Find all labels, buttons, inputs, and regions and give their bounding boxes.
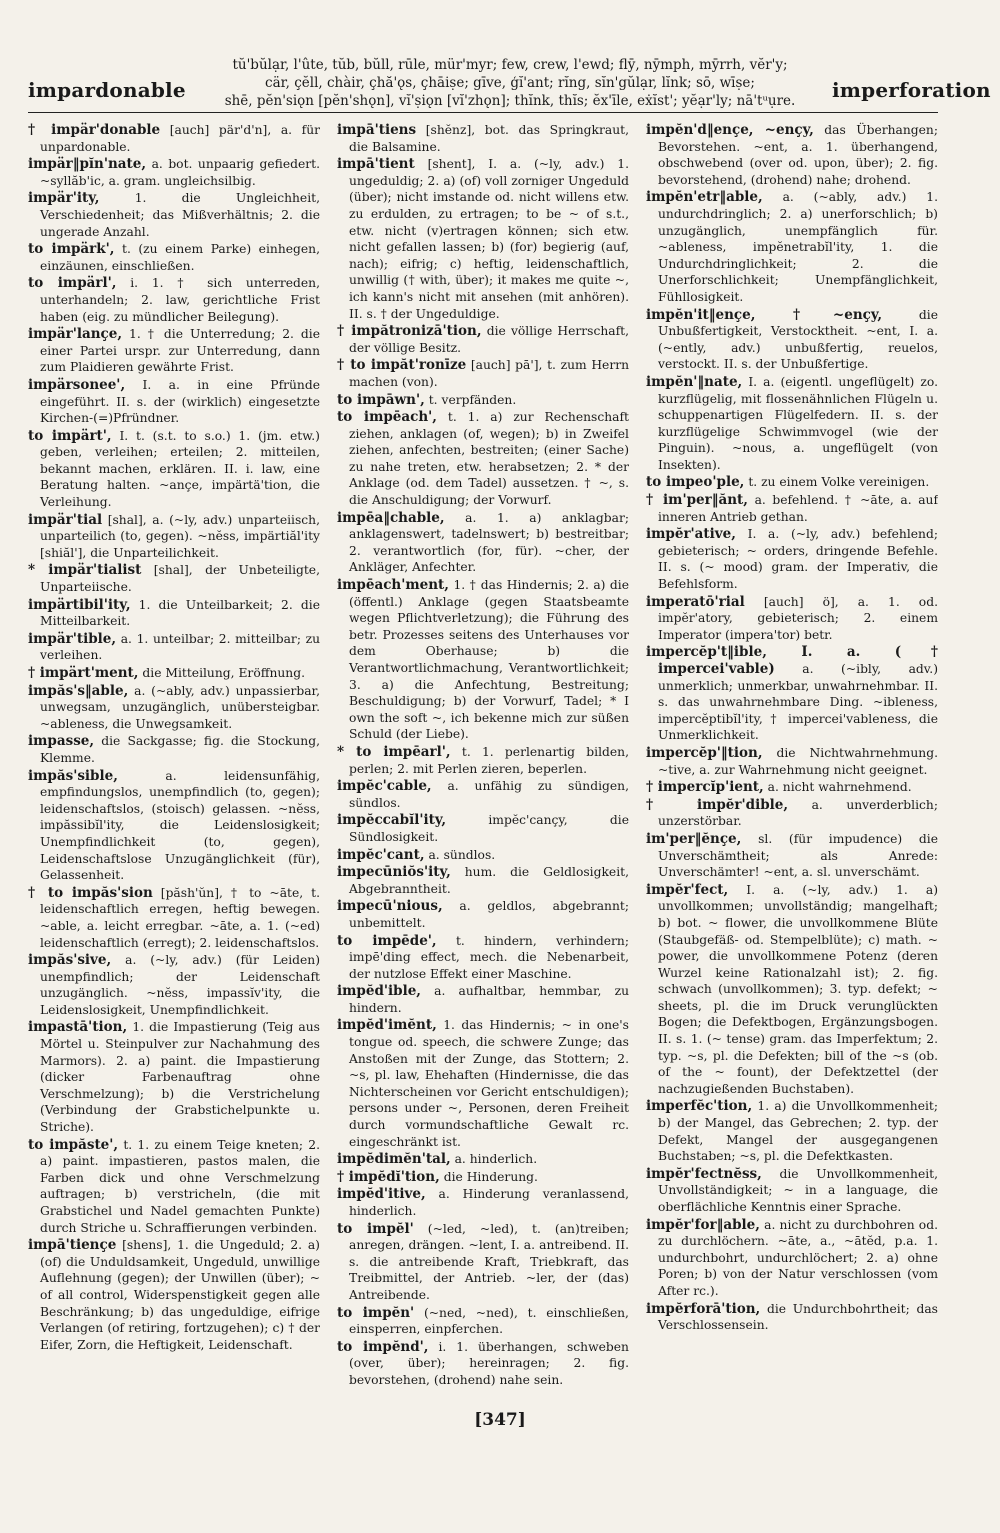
entry-definition: a. (~ly, adv.) (für Leiden) unempfindlich; der Leidenschaft unzugänglich. ~nĕss, impassĭv'ity, die Leidenslosigkeit, Unempfindlichkeit. bbox=[40, 953, 320, 1017]
entry-headword: impā'tiençe bbox=[28, 1237, 117, 1254]
entry-definition: t. 1. perlenartig bilden, perlen; 2. mit Perlen zieren, beperlen. bbox=[349, 744, 629, 776]
entry-definition: a. (~ably, adv.) 1. undurchdringlich; 2. a) unerforschlich; b) unzugänglich, unempfänglich für. ~ableness, impĕnetrabĭl'ity, 1. die Undurchdringlichkeit; 2. die Unerforschlichkeit; Unempfänglichkeit, Fühllosigkeit. bbox=[658, 190, 938, 304]
entry-definition: die Undurchbohrtheit; das Verschlossensein. bbox=[658, 1301, 938, 1333]
pronunciation-key bbox=[180, 56, 840, 110]
entry-headword: impĕn'd‖ençe, ~ençy, bbox=[646, 122, 814, 138]
entry-definition: I. a. in eine Pfründe eingeführt. II. s. der (wirklich) eingesetzte Kirchen-(=)Pfründner. bbox=[40, 377, 320, 426]
entry-definition: t. verpfänden. bbox=[428, 392, 517, 407]
dictionary-entry bbox=[646, 831, 938, 881]
entry-headword: to impēde', bbox=[337, 932, 437, 949]
entry-definition: a. hinderlich. bbox=[454, 1152, 538, 1167]
entry-definition: t. (zu einem Parke) einhegen, einzäunen, einschließen. bbox=[40, 242, 320, 273]
dictionary-entry bbox=[337, 1221, 629, 1304]
entry-definition: [shent], I. a. (~ly, adv.) 1. ungeduldig; 2. a) (of) voll zorniger Ungeduld (über); nicht imstande od. nicht willens etw. zu erdulden, zu ertragen; to be ~ of s.t., etw. nicht (v)ertragen können; sich etw. nicht gefallen lassen; b) (for) begierig (auf, nach); eifrig; c) heftig, leidenschaftlich, unwillig († with, über); it makes me quite ~, ich kann's nicht mit ansehen (mit anhören). II. s. † der Ungeduldige. bbox=[349, 157, 629, 321]
entry-headword: impär'ity, bbox=[28, 190, 100, 207]
entry-definition: a. unverderblich; unzerstörbar. bbox=[658, 797, 938, 829]
dictionary-entry bbox=[646, 1166, 938, 1216]
dictionary-entry bbox=[337, 510, 629, 576]
entry-definition: [auch] pär'd'n], a. für unpardonable. bbox=[40, 123, 320, 154]
entry-headword: to impēach', bbox=[337, 409, 437, 426]
dictionary-entry bbox=[646, 374, 938, 474]
entry-headword: * impär'tialist bbox=[28, 562, 142, 579]
entry-definition: a. geldlos, abgebrannt; unbemittelt. bbox=[349, 899, 629, 930]
entry-headword: imperfĕc'tion, bbox=[646, 1098, 753, 1115]
entry-headword: impā'tient bbox=[337, 156, 415, 173]
dictionary-entry bbox=[337, 156, 629, 322]
dictionary-entry bbox=[28, 597, 320, 630]
entry-definition: 1. † die Unterredung; 2. die einer Partei urspr. zur Unterredung, dann zum Plaidieren gewährte Frist. bbox=[40, 327, 320, 375]
entry-headword: * to impēarl', bbox=[337, 743, 451, 760]
dictionary-entry bbox=[28, 190, 320, 240]
dictionary-entry bbox=[337, 1186, 629, 1219]
dictionary-entry bbox=[646, 307, 938, 373]
dictionary-entry bbox=[646, 1098, 938, 1164]
guide-word-left: impardonable bbox=[28, 78, 186, 102]
entry-headword: impĕd'imĕnt, bbox=[337, 1017, 437, 1034]
entry-headword: impär'tible, bbox=[28, 630, 117, 647]
entry-headword: † impĕr'dible, bbox=[646, 796, 789, 813]
dictionary-entry bbox=[646, 1301, 938, 1334]
entry-headword: impärtibil'ity, bbox=[28, 596, 131, 613]
entry-headword: im'per‖ĕnçe, bbox=[646, 830, 742, 847]
entry-definition: i. 1. überhangen, schweben (over, über); hereinragen; 2. fig. bevorstehen, (drohend) nahe sein. bbox=[349, 1339, 629, 1387]
dictionary-entry bbox=[28, 156, 320, 189]
entry-headword: impĕd'itive, bbox=[337, 1186, 426, 1203]
dictionary-entry bbox=[646, 644, 938, 744]
dictionary-entry bbox=[337, 864, 629, 897]
entry-definition: [shal], der Unbeteiligte, Unparteiische. bbox=[40, 563, 320, 595]
entry-headword: imperatō'rial bbox=[646, 593, 745, 610]
dictionary-entry bbox=[28, 631, 320, 664]
dictionary-entry bbox=[337, 778, 629, 811]
entry-headword: impär'lançe, bbox=[28, 326, 123, 343]
dictionary-entry bbox=[337, 577, 629, 743]
entry-headword: impēa‖chable, bbox=[337, 509, 445, 526]
entry-headword: impĕdimĕn'tal, bbox=[337, 1151, 451, 1168]
entry-headword: to impeo'ple, bbox=[646, 474, 745, 491]
entry-definition: i. 1. † sich unterreden, unterhandeln; 2. law, gerichtliche Frist haben (eig. zu mündlicher Beilegung). bbox=[40, 276, 320, 324]
dictionary-entry bbox=[337, 1151, 629, 1168]
entry-headword: † impärt'ment, bbox=[28, 665, 139, 681]
dictionary-entry bbox=[337, 812, 629, 845]
entry-definition: I. t. (s.t. to s.o.) 1. (jm. etw.) geben, verleihen; erteilen; 2. mitteilen, bekannt machen, erklären. II. i. law, eine Beratung halten. ~ançe, impärtä'tion, die Verleihung. bbox=[40, 428, 320, 510]
entry-headword: to impärk', bbox=[28, 241, 115, 258]
dictionary-entry bbox=[28, 241, 320, 274]
dictionary-entry bbox=[646, 594, 938, 644]
entry-definition: 1. die Unteilbarkeit; 2. die Mitteilbarkeit. bbox=[40, 597, 320, 629]
dictionary-entry bbox=[337, 847, 629, 864]
entry-definition: (~led, ~led), t. (an)treiben; anregen, drängen. ~lent, I. a. antreibend. II. s. die antreibende Kraft, Triebkraft, das Treibmittel, der Antrieb. ~ler, der (das) Antreibende. bbox=[349, 1221, 629, 1302]
entry-headword: impär'tial bbox=[28, 511, 103, 528]
entry-definition: das Überhangen; Bevorstehen. ~ent, a. 1. überhangend, obschwebend (over od. upon, über); 2. fig. bevorstehend, (drohend) nahe; drohend. bbox=[658, 123, 938, 187]
entry-headword: impĕn'‖nate, bbox=[646, 373, 743, 390]
entry-headword: impecūniŏs'ity, bbox=[337, 864, 451, 881]
dictionary-entry bbox=[28, 122, 320, 155]
entry-definition: 1. die Ungleichheit, Verschiedenheit; das Mißverhältnis; 2. die ungerade Anzahl. bbox=[40, 191, 320, 239]
dictionary-entry bbox=[337, 933, 629, 983]
entry-headword: to impĕn' bbox=[337, 1304, 415, 1321]
entry-headword: to impärl', bbox=[28, 275, 117, 292]
entry-headword: † to impăs'sion bbox=[28, 884, 153, 901]
entry-headword: impăs's‖able, bbox=[28, 682, 129, 699]
entry-definition: a. (~ably, adv.) unpassierbar, unwegsam, unzugänglich, unübersteigbar. ~ableness, die Unwegsamkeit. bbox=[40, 683, 320, 731]
entry-definition: die Nichtwahrnehmung. ~tive, a. zur Wahrnehmung nicht geeignet. bbox=[658, 745, 938, 777]
entry-definition: a. 1. unteilbar; 2. mitteilbar; zu verleihen. bbox=[40, 631, 320, 663]
entry-headword: impĕc'cant, bbox=[337, 846, 425, 863]
entry-headword: impercĕp'‖tion, bbox=[646, 744, 763, 761]
dictionary-entry bbox=[28, 885, 320, 951]
dictionary-entry bbox=[337, 1339, 629, 1389]
entry-headword: to impĕl' bbox=[337, 1220, 414, 1237]
dictionary-entry bbox=[337, 122, 629, 155]
entry-definition: die Hinderung. bbox=[443, 1169, 538, 1184]
header-rule bbox=[28, 112, 938, 113]
entry-headword: impĕr'fect, bbox=[646, 881, 729, 898]
entry-definition: (~ned, ~ned), t. einschließen, einsperren, einpferchen. bbox=[349, 1305, 629, 1337]
pronunciation-key-line: shē, pĕn'siǫn [pĕn'shǫn], vĭ'ṣiǫn [vĭ'zhǫn]; thĭnk, thĭs; ĕx'īle, eẋĭst'; yĕạr'ly; nā'tᵘụre. bbox=[224, 93, 796, 109]
entry-definition: 1. a) die Unvollkommenheit; b) der Mangel, das Gebrechen; 2. typ. der Defekt, Mangel der ausgegangenen Buchstaben; ~s, pl. die Defektkasten. bbox=[658, 1099, 938, 1164]
pronunciation-key-line: tŭ'bŭlạr, l'ûte, tŭb, bŭll, rūle, mür'myr; few, crew, l'ewd; flȳ, nȳmph, mȳrrh, vĕr'y; bbox=[232, 57, 788, 73]
entry-definition: I. a. (~ly, adv.) befehlend; gebieterisch; ~ orders, dringende Befehle. II. s. (~ mood) gram. der Imperativ, die Befehlsform. bbox=[658, 527, 938, 592]
entry-headword: impĕn'it‖ençe, †~ençy, bbox=[646, 306, 883, 323]
entry-definition: I. a. (eigentl. ungeflügelt) zo. kurzflügelig, mit flossenähnlichen Flügeln u. schuppenartigen Flügelfedern. II. s. der kurzflügelige Schwimmvogel (wie der Pinguin). ~nous, a. ungeflügelt (von Insekten). bbox=[658, 374, 938, 472]
dictionary-entry bbox=[337, 1169, 629, 1186]
dictionary-entry bbox=[337, 357, 629, 390]
entry-headword: impĕc'cable, bbox=[337, 778, 432, 795]
dictionary-entry bbox=[28, 1237, 320, 1353]
dictionary-entry bbox=[337, 983, 629, 1016]
dictionary-entry bbox=[28, 1019, 320, 1135]
dictionary-entry bbox=[646, 882, 938, 1098]
entry-definition: a. befehlend. † ~āte, a. auf inneren Antrieb gethan. bbox=[658, 493, 938, 524]
entry-definition: a. Hinderung veranlassend, hinderlich. bbox=[349, 1187, 629, 1218]
dictionary-entry bbox=[28, 512, 320, 562]
dictionary-entry bbox=[28, 952, 320, 1018]
entry-definition: 1. das Hindernis; ~ in one's tongue od. speech, die schwere Zunge; das Anstoßen mit der Zunge, das Stottern; 2. ~s, pl. law, Ehehaften (Hindernisse, die das Nichterscheinen vor Gericht entschuldigen); persons under ~, Personen, deren Freiheit durch vormundschaftliche Gewalt rc. eingeschränkt ist. bbox=[349, 1018, 629, 1149]
entry-definition: [shens], 1. die Ungeduld; 2. a) (of) die Unduldsamkeit, Ungeduld, unwillige Auflehnung (gegen); der Unwillen (über); ~ of all control, Widerspenstigkeit gegen alle Beschränkung; b) das ungeduldige, eifrige Verlangen (of retiring, fortzugehen); c) † der Eifer, Zorn, die Heftigkeit, Leidenschaft. bbox=[40, 1238, 320, 1352]
dictionary-entry bbox=[646, 474, 938, 491]
entry-headword: impĕd'ible, bbox=[337, 983, 421, 1000]
entry-headword: impĕr'fectnĕss, bbox=[646, 1165, 762, 1182]
dictionary-entry bbox=[28, 326, 320, 376]
entry-headword: impecū'nious, bbox=[337, 898, 443, 915]
dictionary-entry bbox=[337, 409, 629, 509]
entry-headword: † impär'donable bbox=[28, 122, 161, 138]
entry-definition: impĕc'cançy, die Sündlosigkeit. bbox=[349, 813, 629, 844]
entry-headword: to impăste', bbox=[28, 1136, 119, 1153]
page-number: [347] bbox=[474, 1410, 526, 1430]
entry-headword: impā'tiens bbox=[337, 122, 417, 138]
entry-headword: impĕn'etr‖able, bbox=[646, 189, 763, 206]
entry-definition: t. zu einem Volke vereinigen. bbox=[748, 475, 930, 490]
dictionary-entry bbox=[646, 492, 938, 525]
entry-headword: to impāwn', bbox=[337, 391, 425, 408]
entry-headword: † im'per‖ănt, bbox=[646, 492, 748, 509]
dictionary-entry bbox=[337, 1017, 629, 1150]
entry-headword: to impärt', bbox=[28, 427, 112, 444]
dictionary-entry bbox=[646, 526, 938, 592]
entry-definition: [shal], a. (~ly, adv.) unparteiisch, unparteilich (to, gegen). ~nĕss, impärtiăl'ity [shiăl'], die Unparteilichkeit. bbox=[40, 512, 320, 560]
entry-headword: † impercĭp'ient, bbox=[646, 779, 764, 796]
entry-headword: impärsonee', bbox=[28, 376, 126, 393]
entry-definition: die Unvollkommenheit, Unvollständigkeit; ~ in a language, die oberflächliche Kenntnis einer Sprache. bbox=[658, 1166, 938, 1214]
guide-word-right: imperforation bbox=[832, 78, 991, 102]
entry-definition: 1. die Impastierung (Teig aus Mörtel u. Steinpulver zur Nachahmung des Marmors). 2. a) paint. die Impastierung (dicker Farbenauftrag ohne Verschmelzung); b) die Verstrichelung (Verbindung der Grabstichelpunkte u. Striche). bbox=[40, 1020, 320, 1135]
dictionary-entry bbox=[28, 275, 320, 325]
entry-headword: impĕccabĭl'ity, bbox=[337, 812, 447, 829]
dictionary-entry bbox=[337, 392, 629, 409]
entry-definition: a. sündlos. bbox=[428, 847, 496, 862]
dictionary-entry bbox=[28, 377, 320, 427]
entry-definition: die Mitteilung, Eröffnung. bbox=[142, 666, 305, 680]
dictionary-entry bbox=[646, 745, 938, 778]
entry-definition: t. hindern, verhindern; impē'ding effect, mech. die Nebenarbeit, der nutzlose Effekt einer Maschine. bbox=[349, 933, 629, 981]
dictionary-entry bbox=[28, 428, 320, 511]
dictionary-entry bbox=[337, 898, 629, 931]
entry-definition: a. nicht wahrnehmend. bbox=[767, 780, 912, 795]
column-1 bbox=[28, 122, 320, 1512]
dictionary-entry bbox=[28, 733, 320, 766]
entry-definition: die völlige Herrschaft, der völlige Besitz. bbox=[349, 324, 629, 355]
entry-definition: a. nicht zu durchbohren od. zu durchlöchern. ~āte, a., ~ātĕd, p.a. 1. undurchbohrt, undurchlöchert; 2. a) ohne Poren; b) von der Natur verschlossen (vom After rc.). bbox=[658, 1217, 938, 1298]
entry-definition: [shĕnz], bot. das Springkraut, die Balsamine. bbox=[349, 123, 629, 154]
entry-headword: impercĕp't‖ible, I. a. († impercei'vable) bbox=[646, 644, 938, 677]
entry-headword: † impĕdĭ'tion, bbox=[337, 1168, 440, 1185]
dictionary-entry bbox=[646, 779, 938, 796]
entry-definition: t. 1. a) zur Rechenschaft ziehen, anklagen (of, wegen); b) in Zweifel ziehen, anfechten, bestreiten; (einer Sache) zu nahe treten, etw. herabsetzen; 2. * der Anklage (od. dem Tadel) aussetzen. † ~, s. die Anschuldigung; der Vorwurf. bbox=[349, 410, 629, 508]
dictionary-entry bbox=[646, 797, 938, 830]
entry-definition: [păsh'ŭn], † to ~āte, t. leidenschaftlich erregen, heftig bewegen. ~able, a. leicht erregbar. ~āte, a. 1. (~ed) leidenschaftlich (erregt); 2. leidenschaftslos. bbox=[40, 885, 320, 950]
dictionary-entry bbox=[337, 323, 629, 356]
entry-headword: impĕrforā'tion, bbox=[646, 1300, 761, 1317]
dictionary-entry bbox=[28, 768, 320, 884]
entry-definition: sl. (für impudence) die Unverschämtheit; als Anrede: Unverschämter! ~ent, a. sl. unverschämt. bbox=[658, 831, 938, 880]
entry-headword: to impĕnd', bbox=[337, 1338, 429, 1355]
column-2 bbox=[337, 122, 629, 1512]
entry-definition: [auch] pā'], t. zum Herrn machen (von). bbox=[349, 358, 629, 389]
entry-headword: impăs'sible, bbox=[28, 767, 118, 784]
dictionary-entry bbox=[28, 1137, 320, 1237]
entry-definition: I. a. (~ly, adv.) 1. a) unvollkommen; unvollständig; mangelhaft; b) bot. ~ flower, die unvollkommene Blüte (Staubgefäß- od. Stempelblüte); c) math. ~ power, die unvollkommene Potenz (deren Wurzel keine Rationalzahl ist); 2. fig. schwach (unvollkommen); 3. typ. defekt; ~ sheets, pl. die im Druck verunglückten Bogen; die Defektbogen, Ergänzungsbogen. II. s. 1. (~ tense) gram. das Imperfektum; 2. typ. ~s, pl. die Defekten; bill of the ~s (ob. of the ~ fount), der Defektzettel (der nachzugießenden Buchstaben). bbox=[658, 882, 938, 1096]
dictionary-entry bbox=[337, 744, 629, 777]
entry-definition: die Sackgasse; fig. die Stockung, Klemme. bbox=[40, 734, 320, 765]
entry-definition: a. aufhaltbar, hemmbar, zu hindern. bbox=[349, 984, 629, 1015]
dictionary-entry bbox=[646, 189, 938, 305]
entry-definition: 1. † das Hindernis; 2. a) die (öffentl.) Anklage (gegen Staatsbeamte wegen Pflichtverletzung); die Führung des betr. Prozesses seitens des Unterhauses vor dem Oberhause; b) die Verantwortlichmachung, Verantwortlichkeit; 3. a) die Anfechtung, Bestreitung; Beschuldigung; b) der Vorwurf, Tadel; * I own the soft ~, ich bekenne mich zur süßen Schuld (der Liebe). bbox=[349, 578, 629, 742]
entry-definition: [auch] ö], a. 1. od. impĕr'atory, gebieterisch; 2. einem Imperator (impera'tor) betr. bbox=[658, 594, 938, 642]
entry-headword: impĕr'ative, bbox=[646, 526, 736, 543]
dictionary-entry bbox=[337, 1305, 629, 1338]
entry-definition: hum. die Geldlosigkeit, Abgebranntheit. bbox=[349, 865, 629, 896]
entry-headword: impasse, bbox=[28, 733, 95, 750]
dictionary-entry bbox=[646, 122, 938, 188]
entry-headword: impēach'ment, bbox=[337, 577, 449, 594]
entry-definition: a. (~ibly, adv.) unmerklich; unmerkbar, unwahrnehmbar. II. s. das unwahrnehmbare Ding. ~ibleness, impercĕptibĭl'ity, † impercei'vableness, die Unmerklichkeit. bbox=[658, 662, 938, 743]
entry-definition: die Unbußfertigkeit, Verstocktheit. ~ent, I. a. (~ently, adv.) unbußfertig, reuelos, verstockt. II. s. der Unbußfertige. bbox=[658, 307, 938, 372]
pronunciation-key-line: cär, çĕll, chàir, çhă'ǫs, çhāiṣe; gīve, ģĭ'ant; rĭng, sĭn'gŭlạr, lĭnk; sō, wīṣe; bbox=[265, 75, 755, 91]
dictionary-entry bbox=[28, 683, 320, 733]
entry-definition: a. leidensunfähig, empfindungslos, unempfindlich (to, gegen); leidenschaftslos, (stoisch) gelassen. ~nĕss, impăssibĭl'ity, die Leidenslosigkeit; Unempfindlichkeit (to, gegen), Leidenschaftslose Unzugänglichkeit (für), Gelassenheit. bbox=[40, 768, 320, 883]
dictionary-entry bbox=[28, 665, 320, 682]
dictionary-entry bbox=[28, 562, 320, 595]
entry-definition: a. bot. unpaarig gefiedert. ~syllăb'ic, a. gram. ungleichsilbig. bbox=[40, 157, 320, 188]
entry-headword: impastā'tion, bbox=[28, 1019, 128, 1036]
entry-headword: † impătronizā'tion, bbox=[337, 323, 482, 340]
entry-definition: a. 1. a) anklagbar; anklagenswert, tadelnswert; b) bestreitbar; 2. verantwortlich (for, für). ~cher, der Ankläger, Anfechter. bbox=[349, 510, 629, 575]
entry-definition: a. unfähig zu sündigen, sündlos. bbox=[349, 779, 629, 810]
entry-headword: impĕr'for‖able, bbox=[646, 1216, 760, 1233]
column-3 bbox=[646, 122, 938, 1512]
dictionary-entry bbox=[646, 1217, 938, 1300]
entry-definition: t. 1. zu einem Teige kneten; 2. a) paint. impastieren, pastos malen, die Farben dick und ohne Verschmelzung auftragen; b) verstricheln, (die mit Grabstichel und Nadel gemachten Punkte) durch Striche u. Schraffierungen verbinden. bbox=[40, 1137, 320, 1235]
entry-headword: impăs'sive, bbox=[28, 952, 112, 969]
entry-headword: † to impăt'ronīze bbox=[337, 357, 467, 374]
entry-headword: impär‖pĭn'nate, bbox=[28, 156, 147, 173]
